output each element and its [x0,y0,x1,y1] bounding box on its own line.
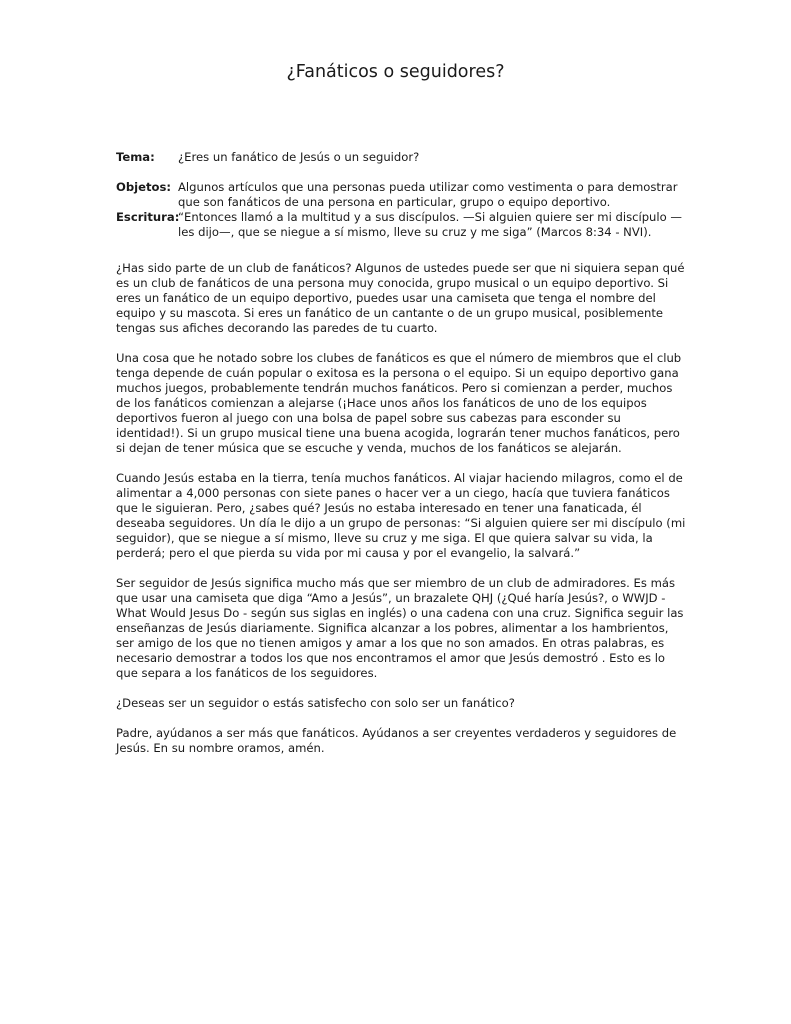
meta-row-escritura [116,210,686,240]
paragraph: ¿Deseas ser un seguidor o estás satisfecho con solo ser un fanático? [116,696,515,710]
objetos-value: Algunos artículos que una personas pueda utilizar como vestimenta o para demostrar que son fanáticos de una persona en particular, grupo o equipo deportivo. [178,180,678,209]
meta-row-tema [116,150,686,165]
paragraph: ¿Has sido parte de un club de fanáticos? Algunos de ustedes puede ser que ni siquiera sepan qué es un club de fanáticos de una persona muy conocida, grupo musical o un equipo deportivo. Si eres un fanático de un equipo deportivo, puedes usar una camiseta que tenga el nombre del equipo y su mascota. Si eres un fanático de un cantante o de un grupo musical, posiblemente tengas sus afiches decorando las paredes de tu cuarto. [116,261,685,335]
meta-block [116,150,686,240]
escritura-label: Escritura: [116,210,180,224]
paragraph: Una cosa que he notado sobre los clubes de fanáticos es que el número de miembros que el club tenga depende de cuán popular o exitosa es la persona o el equipo. Si un equipo deportivo gana muchos juegos, probablemente tendrán muchos fanáticos. Pero si comienzan a perder, muchos de los fanáticos comienzan a alejarse (¡Hace unos años los fanáticos de uno de los equipos deportivos fueron al juego con una bolsa de papel sobre sus cabezas para esconder su identidad!). Si un grupo musical tiene una buena acogida, lograrán tener muchos fanáticos, pero si dejan de tener música que se escuche y venda, muchos de los fanáticos se alejarán. [116,351,682,455]
objetos-label: Objetos: [116,180,172,194]
paragraph: Padre, ayúdanos a ser más que fanáticos. Ayúdanos a ser creyentes verdaderos y seguidores de Jesús. En su nombre oramos, amén. [116,726,677,755]
tema-label: Tema: [116,150,155,164]
tema-value: ¿Eres un fanático de Jesús o un seguidor? [178,150,420,164]
meta-row-objetos [116,180,686,210]
paragraph: Ser seguidor de Jesús significa mucho más que ser miembro de un club de admiradores. Es más que usar una camiseta que diga “Amo a Jesús”, un brazalete QHJ (¿Qué haría Jesús?, o WWJD - What Would Jesus Do - según sus siglas en inglés) o una cadena con una cruz. Significa seguir las enseñanzas de Jesús diariamente. Significa alcanzar a los pobres, alimentar a los hambrientos, ser amigo de los que no tienen amigos y amar a los que no son amados. En otras palabras, es necesario demostrar a todos los que nos encontramos el amor que Jesús demostró . Esto es lo que separa a los fanáticos de los seguidores. [116,576,684,680]
paragraph: Cuando Jesús estaba en la tierra, tenía muchos fanáticos. Al viajar haciendo milagros, como el de alimentar a 4,000 personas con siete panes o hacer ver a un ciego, hacía que tuviera fanáticos que le siguieran. Pero, ¿sabes qué? Jesús no estaba interesado en tener una fanaticada, él deseaba seguidores. Un día le dijo a un grupo de personas: “Si alguien quiere ser mi discípulo (mi seguidor), que se niegue a sí mismo, lleve su cruz y me siga. El que quiera salvar su vida, la perderá; pero el que pierda su vida por mi causa y por el evangelio, la salvará.” [116,471,686,560]
escritura-value: “Entonces llamó a la multitud y a sus discípulos. —Si alguien quiere ser mi discípulo —les dijo—, que se niegue a sí mismo, lleve su cruz y me siga” (Marcos 8:34 - NVI). [178,210,682,239]
document-title: ¿Fanáticos o seguidores? [286,62,505,82]
meta-spacer [116,165,686,180]
document-body [116,261,686,771]
